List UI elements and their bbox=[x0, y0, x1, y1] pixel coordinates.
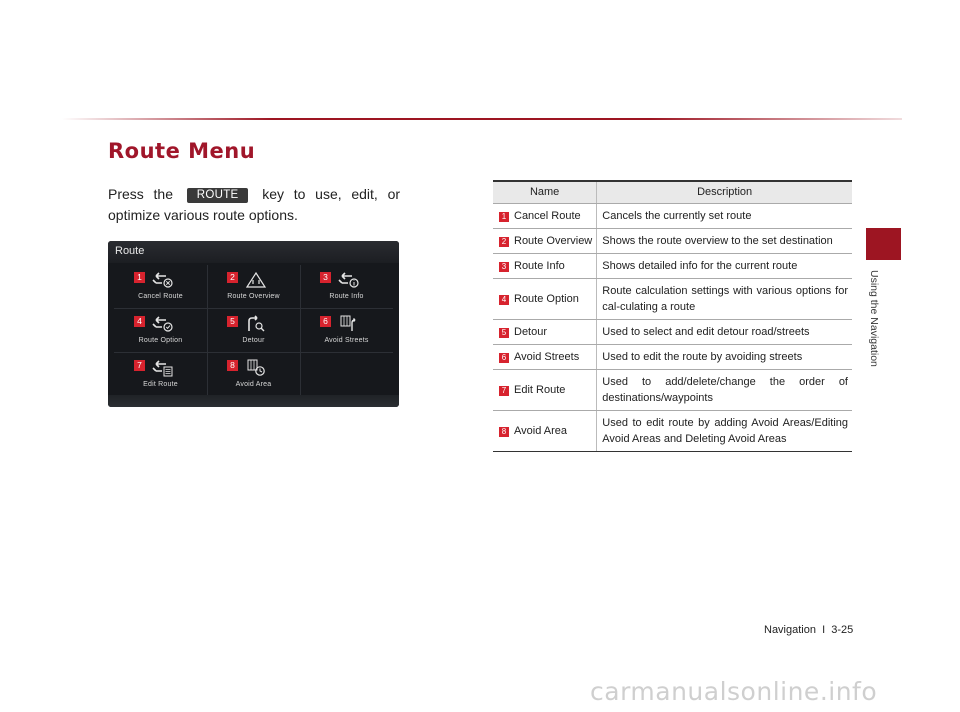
row-name: Route Info bbox=[514, 259, 565, 272]
row-number: 2 bbox=[499, 237, 509, 247]
row-number: 5 bbox=[499, 328, 509, 338]
row-name-cell bbox=[493, 253, 597, 278]
route-info-icon bbox=[338, 271, 360, 289]
cell-number: 1 bbox=[134, 272, 145, 283]
menu-cell-avoid-streets[interactable] bbox=[300, 309, 393, 353]
row-name: Route Overview bbox=[514, 234, 593, 247]
detour-icon bbox=[245, 315, 267, 333]
intro-after: key to use, edit, or optimize various route options. bbox=[108, 186, 401, 223]
row-name: Edit Route bbox=[514, 383, 566, 396]
route-key-chip: ROUTE bbox=[187, 188, 249, 203]
screen-header bbox=[108, 241, 399, 263]
menu-cell-route-info[interactable] bbox=[300, 265, 393, 309]
menu-cell-avoid-area[interactable] bbox=[207, 353, 300, 397]
avoid-area-icon bbox=[245, 359, 267, 377]
route-menu-grid bbox=[114, 265, 393, 397]
row-name: Detour bbox=[514, 325, 548, 338]
row-number: 1 bbox=[499, 212, 509, 222]
cell-number: 2 bbox=[227, 272, 238, 283]
row-description: Cancels the currently set route bbox=[597, 203, 852, 228]
row-name-cell bbox=[493, 319, 597, 344]
edit-route-icon bbox=[152, 359, 174, 377]
table-header-row bbox=[493, 181, 852, 203]
screen-bottom-bar bbox=[108, 395, 399, 407]
table-row bbox=[493, 228, 852, 253]
cell-label: Route Overview bbox=[227, 293, 280, 300]
row-number: 4 bbox=[499, 295, 509, 305]
cell-number: 4 bbox=[134, 316, 145, 327]
row-name: Route Option bbox=[514, 292, 579, 305]
intro-before: Press the bbox=[108, 186, 173, 202]
row-name: Cancel Route bbox=[514, 209, 581, 222]
table-row bbox=[493, 253, 852, 278]
cell-number: 3 bbox=[320, 272, 331, 283]
row-name-cell bbox=[493, 228, 597, 253]
row-number: 7 bbox=[499, 386, 509, 396]
table-row bbox=[493, 319, 852, 344]
cell-number: 7 bbox=[134, 360, 145, 371]
row-description: Used to edit route by adding Avoid Areas/Editing Avoid Areas and Deleting Avoid Areas bbox=[597, 410, 852, 451]
table-row bbox=[493, 203, 852, 228]
top-rule bbox=[62, 118, 902, 120]
column-header-description: Description bbox=[597, 181, 852, 203]
screen-title: Route bbox=[115, 245, 145, 257]
cell-label: Edit Route bbox=[143, 381, 178, 388]
row-name: Avoid Streets bbox=[514, 350, 580, 363]
cell-label: Cancel Route bbox=[138, 293, 183, 300]
row-name-cell bbox=[493, 278, 597, 319]
cell-number: 6 bbox=[320, 316, 331, 327]
cell-label: Route Option bbox=[138, 337, 183, 344]
page-footer: Navigation I 3-25 bbox=[764, 624, 854, 636]
row-description: Used to select and edit detour road/streets bbox=[597, 319, 852, 344]
row-description: Used to add/delete/change the order of destinations/waypoints bbox=[597, 369, 852, 410]
row-number: 8 bbox=[499, 427, 509, 437]
cell-number: 8 bbox=[227, 360, 238, 371]
row-number: 3 bbox=[499, 262, 509, 272]
intro-paragraph bbox=[108, 184, 400, 226]
row-name-cell bbox=[493, 344, 597, 369]
cell-number: 5 bbox=[227, 316, 238, 327]
row-number: 6 bbox=[499, 353, 509, 363]
watermark: carmanualsonline.info bbox=[590, 677, 878, 706]
route-option-icon bbox=[152, 315, 174, 333]
column-header-name: Name bbox=[493, 181, 597, 203]
menu-cell-detour[interactable] bbox=[207, 309, 300, 353]
avoid-streets-icon bbox=[338, 315, 360, 333]
cell-label: Avoid Area bbox=[235, 381, 272, 388]
table-row bbox=[493, 410, 852, 451]
section-tab-marker bbox=[866, 228, 901, 260]
route-overview-icon bbox=[245, 271, 267, 289]
table-row bbox=[493, 369, 852, 410]
route-menu-table bbox=[493, 180, 852, 452]
cancel-route-icon bbox=[152, 271, 174, 289]
cell-label: Detour bbox=[242, 337, 265, 344]
menu-cell-route-overview[interactable] bbox=[207, 265, 300, 309]
row-name-cell bbox=[493, 203, 597, 228]
row-name-cell bbox=[493, 369, 597, 410]
table-row bbox=[493, 344, 852, 369]
row-name: Avoid Area bbox=[514, 424, 568, 437]
row-description: Shows the route overview to the set destination bbox=[597, 228, 852, 253]
table-row bbox=[493, 278, 852, 319]
cell-label: Avoid Streets bbox=[324, 337, 369, 344]
menu-cell-cancel-route[interactable] bbox=[114, 265, 207, 309]
route-menu-screenshot bbox=[108, 241, 399, 407]
cell-label: Route Info bbox=[329, 293, 364, 300]
row-name-cell bbox=[493, 410, 597, 451]
menu-cell-route-option[interactable] bbox=[114, 309, 207, 353]
row-description: Shows detailed info for the current route bbox=[597, 253, 852, 278]
menu-cell-edit-route[interactable] bbox=[114, 353, 207, 397]
row-description: Used to edit the route by avoiding streets bbox=[597, 344, 852, 369]
page-title: Route Menu bbox=[108, 139, 256, 163]
row-description: Route calculation settings with various options for cal-culating a route bbox=[597, 278, 852, 319]
section-tab-label: Using the Navigation bbox=[868, 270, 880, 367]
